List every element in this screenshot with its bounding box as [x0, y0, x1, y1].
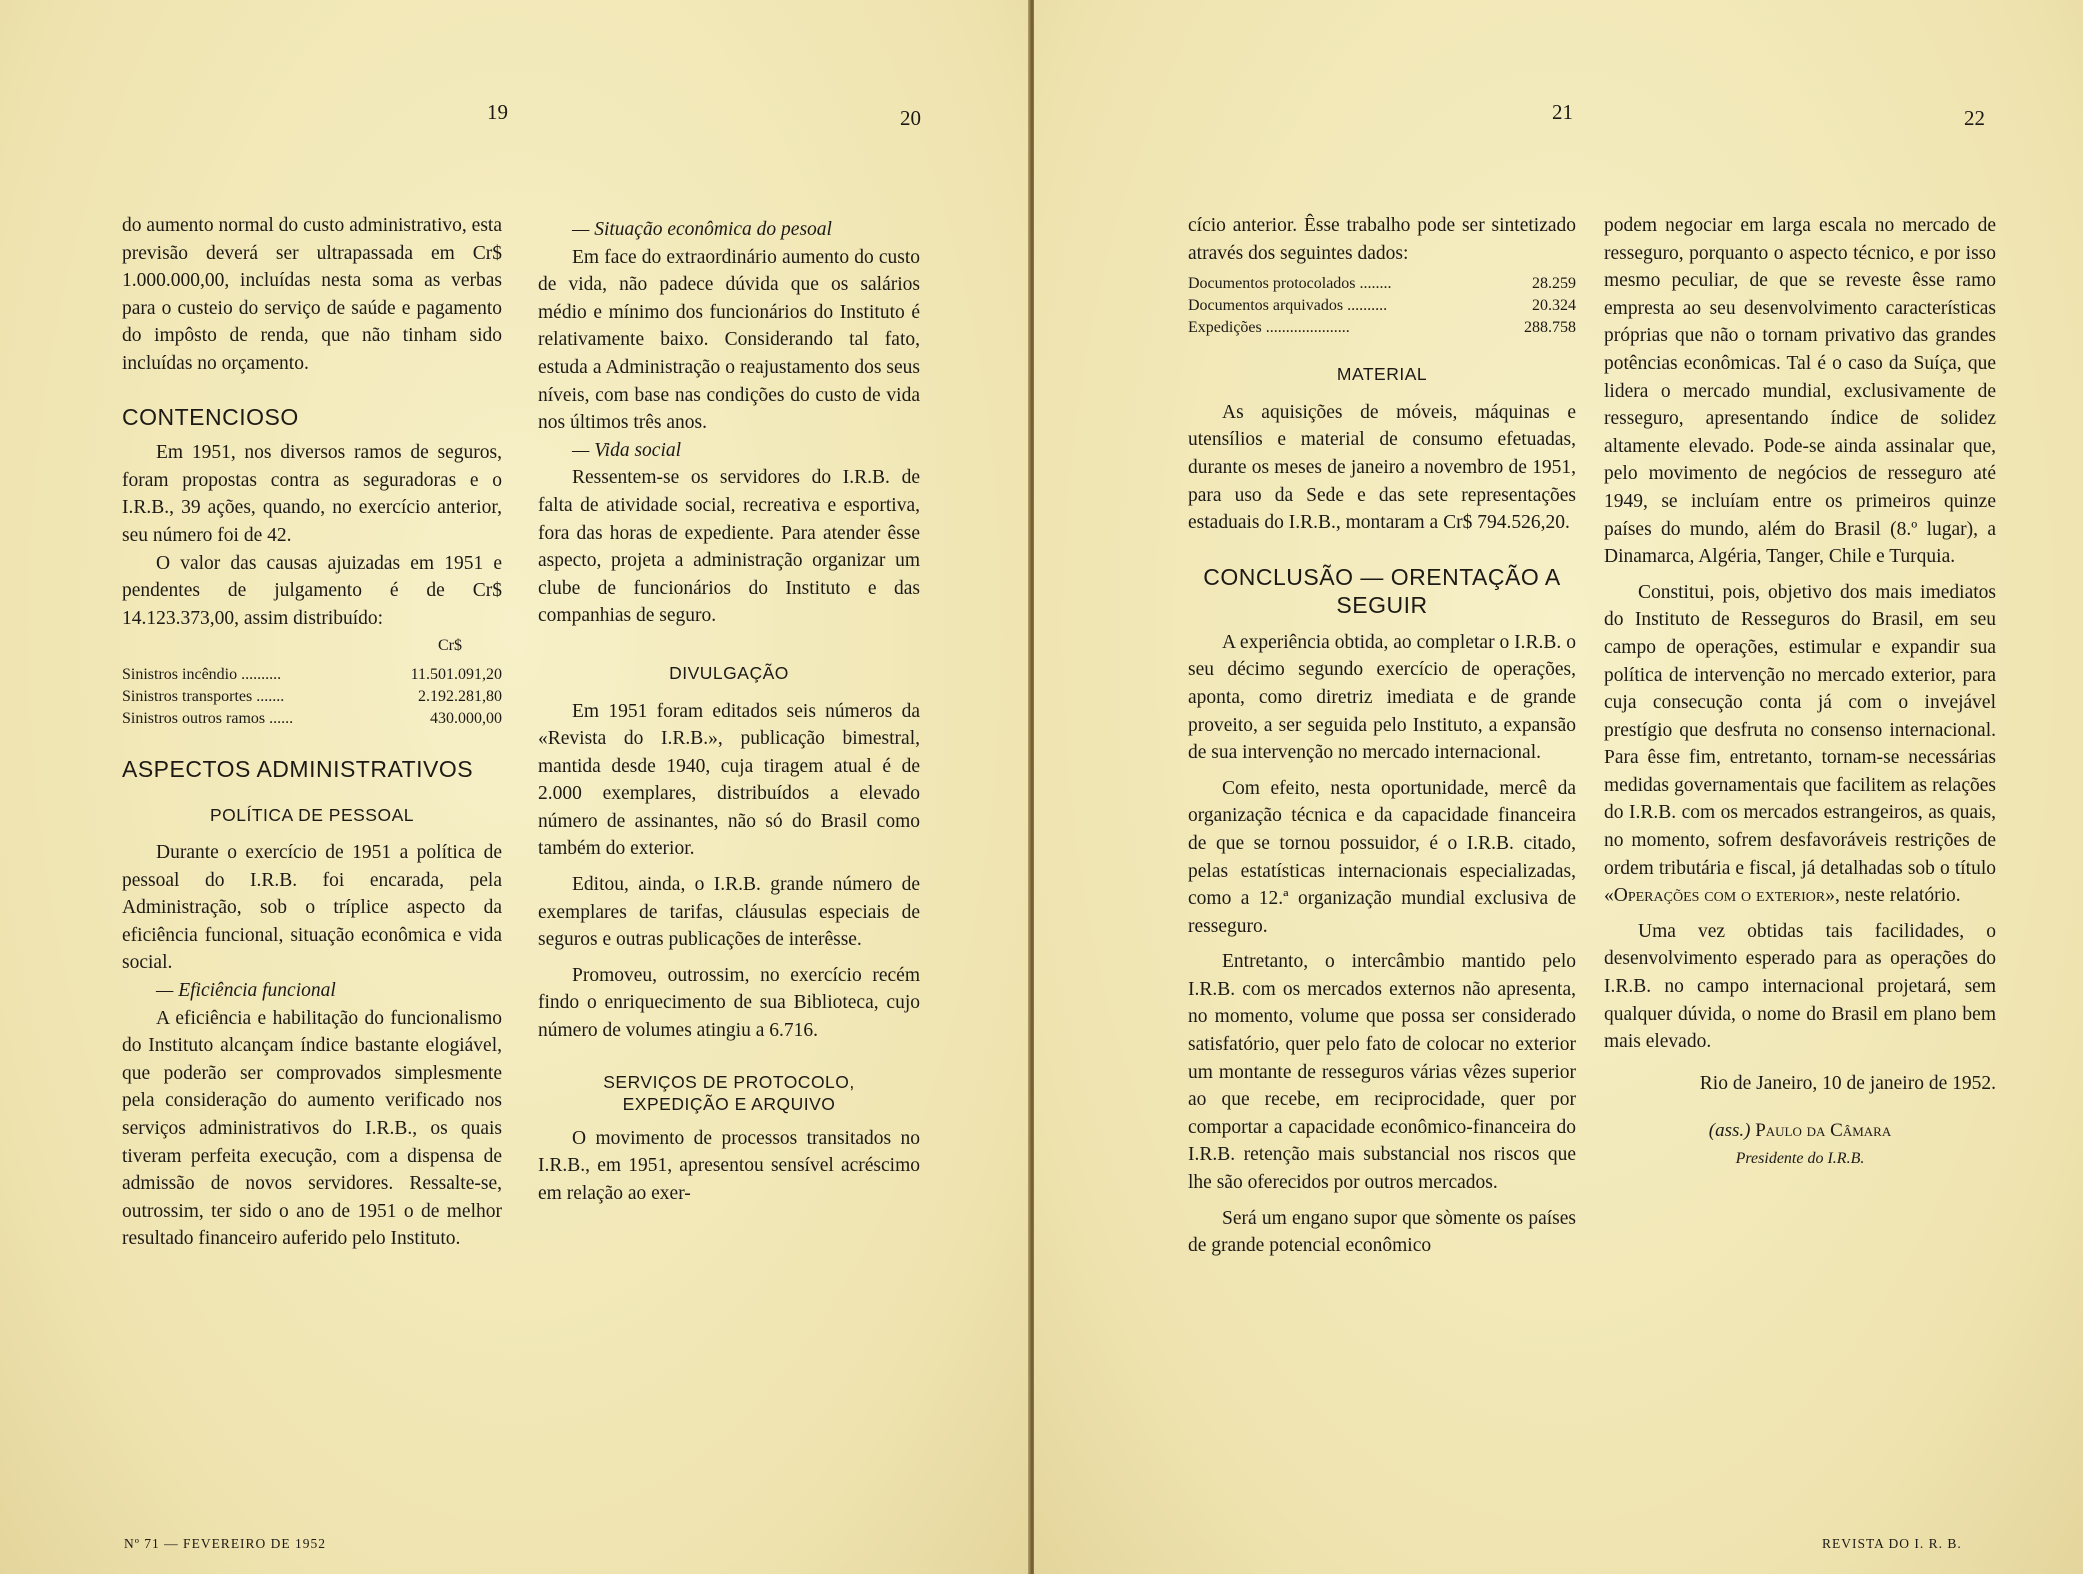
table-value: 288.758 — [1524, 319, 1576, 337]
italic-heading-eficiencia: — Eficiência funcional — [156, 980, 336, 1002]
paragraph: Promoveu, outrossim, no exercício recém findo o enriquecimento de sua Biblioteca, cujo número de volumes atingiu a 6.716. — [538, 964, 920, 1042]
table-label: Sinistros transportes ....... — [122, 687, 285, 705]
subsection-heading-divulgacao: DIVULGAÇÃO — [669, 662, 789, 683]
subsection-heading-servicos: SERVIÇOS DE PROTOCOLO, EXPEDIÇÃO E ARQUIVO — [603, 1071, 855, 1114]
paragraph: A eficiência e habilitação do funcionalismo do Instituto alcançam índice bastante elogiável, que poderão ser comprovados simplesmente pela consideração do aumento verificado nos serviços administrativos do I.R.B., os quais tiveram perfeita execução, com a dispensa de admissão de novos servidores. Ressalte-se, outrossim, ter sido o ano de 1951 o de melhor resultado financeiro auferido pelo Instituto. — [122, 1007, 502, 1250]
paragraph: cício anterior. Êsse trabalho pode ser sintetizado através dos seguintes dados: — [1188, 215, 1576, 264]
small-caps-title: Operações com o exterior — [1613, 885, 1826, 907]
table-label: Expedições ..................... — [1188, 319, 1350, 337]
table-value: 20.324 — [1532, 297, 1576, 315]
paragraph: Com efeito, nesta oportunidade, mercê da organização técnica e da capacidade financeira de que se tornou possuidor, é o I.R.B. citado, pelas estatísticas internacionais especializadas, como a 12.ª organização mundial exclusiva de resseguro. — [1188, 777, 1576, 937]
table-label: Sinistros incêndio .......... — [122, 665, 282, 683]
paragraph: A experiência obtida, ao completar o I.R.B. o seu décimo segundo exercício de operações, aponta, como diretriz imediata e de grande proveito, a ser seguida pelo Instituto, a expansão de sua intervenção no mercado internacional. — [1188, 631, 1576, 764]
footer-journal: REVISTA DO I. R. B. — [1822, 1536, 1962, 1551]
text-run: Constitui, pois, objetivo dos mais imediatos do Instituto de Resseguros do Brasil, em seu campo de operações, estimular e expandir sua política de intervenção no mercado exterior, para cuja consecução conta já com o invejável prestígio que desfruta no consenso internacional. Para êsse fim, entretanto, tornam-se necessárias medidas governamentais que facilitem as relações do I.R.B. com os mercados estrangeiros, as quais, no momento, sofrem desfavoráveis restrições de ordem tributária e fiscal, já detalhadas sob o título « — [1604, 581, 1996, 907]
table-value: 430.000,00 — [430, 709, 502, 727]
table-row — [122, 686, 502, 708]
paragraph: Editou, ainda, o I.R.B. grande número de exemplares de tarifas, cláusulas especiais de seguros e outras publicações de interêsse. — [538, 874, 920, 951]
paragraph: Durante o exercício de 1951 a política de pessoal do I.R.B. foi encarada, pela Administração, sob o tríplice aspecto da eficiência funcional, situação econômica e vida social. — [122, 842, 502, 974]
paragraph: O valor das causas ajuizadas em 1951 e pendentes de julgamento é de Cr$ 14.123.373,00, assim distribuído: — [122, 552, 502, 629]
table-row — [1188, 295, 1576, 317]
table-row — [1188, 273, 1576, 295]
table-value: 11.501.091,20 — [410, 665, 502, 683]
signature-prefix: (ass.) — [1708, 1120, 1751, 1142]
column-page-20 — [538, 212, 920, 1207]
table-label: Documentos arquivados .......... — [1188, 297, 1388, 315]
paragraph: Uma vez obtidas tais facilidades, o desenvolvimento esperado para as operações do I.R.B. no campo internacional projetará, sem qualquer dúvida, o nome do Brasil em plano bem mais elevado. — [1604, 920, 1996, 1053]
footer-issue: Nº 71 — FEVEREIRO DE 1952 — [124, 1536, 327, 1551]
italic-heading-situacao: — Situação econômica do pesoal — [572, 219, 832, 240]
paragraph: As aquisições de móveis, máquinas e utensílios e material de consumo efetuadas, durante os meses de janeiro a novembro de 1951, para uso da Sede e das sete representações estaduais do I.R.B., montaram a Cr$ 794.526,20. — [1188, 401, 1576, 534]
page-number-20: 20 — [900, 106, 921, 130]
paragraph: Ressentem-se os servidores do I.R.B. de falta de atividade social, recreativa e esportiva, fora das horas de expediente. Para atender êsse aspecto, projeta a administração organizar um clube de funcionários do Instituto e das companhias de seguro. — [538, 467, 920, 627]
paragraph — [1604, 579, 1996, 910]
table-label: Sinistros outros ramos ...... — [122, 709, 294, 727]
protocol-table — [1188, 273, 1576, 339]
paragraph: Será um engano supor que sòmente os países de grande potencial econômico — [1188, 1207, 1576, 1257]
table-label: Documentos protocolados ........ — [1188, 275, 1392, 293]
date-line: Rio de Janeiro, 10 de janeiro de 1952. — [1699, 1072, 1996, 1094]
text-run: », neste relatório. — [1825, 885, 1961, 907]
column-page-19 — [122, 212, 502, 1253]
column-page-21 — [1188, 212, 1576, 1260]
claims-table — [122, 664, 502, 730]
column-page-22 — [1604, 212, 1996, 1173]
subsection-heading-politica: POLÍTICA DE PESSOAL — [209, 804, 415, 825]
paragraph: O movimento de processos transitados no I.R.B., em 1951, apresentou sensível acréscimo em relação ao exer- — [538, 1127, 920, 1204]
signature-block — [1604, 1117, 1996, 1172]
table-value: 2.192.281,80 — [418, 687, 502, 705]
paragraph: podem negociar em larga escala no mercado de resseguro, porquanto o aspecto técnico, e por isso mesmo peculiar, de que se reveste êsse ramo empresta ao seu desenvolvimento características próprias que não o tornam privativo das grandes potências econômicas. Tal é o caso da Suíça, que lidera o mercado mundial, exclusivamente de resseguro, apresentando índice de solidez altamente elevado. Pode-se ainda assinalar que, pelo movimento de negócios de resseguro até 1949, se incluíam entre os primeiros quinze países do mundo, além do Brasil (8.º lugar), a Dinamarca, Algéria, Tanger, Chile e Turquia. — [1604, 215, 1996, 568]
paragraph: Em 1951, nos diversos ramos de seguros, foram propostas contra as seguradoras e o I.R.B., 39 ações, quando, no exercício anterior, seu número foi de 42. — [122, 442, 502, 546]
table-row — [122, 708, 502, 730]
section-heading-conclusao: CONCLUSÃO — ORENTAÇÃO A SEGUIR — [1203, 563, 1561, 618]
signature-name: Paulo da Câmara — [1755, 1120, 1892, 1142]
signature-role: Presidente do I.R.B. — [1735, 1150, 1865, 1167]
signature-line — [1604, 1117, 1996, 1145]
table-value: 28.259 — [1532, 275, 1576, 293]
paragraph: do aumento normal do custo administrativo, esta previsão deverá ser ultrapassada em Cr$ 1.000.000,00, incluídas nesta soma as verbas para o custeio do serviço de saúde e pagamento do impôsto de renda, que não tinham sido incluídas no orçamento. — [122, 215, 502, 374]
page-number-21: 21 — [1552, 100, 1573, 124]
italic-heading-vida-social: — Vida social — [572, 439, 682, 461]
table-row — [122, 664, 502, 686]
page-number-19: 19 — [487, 100, 508, 124]
paragraph: Entretanto, o intercâmbio mantido pelo I.R.B. com os mercados externos não apresenta, no momento, volume que possa ser considerado satisfatório, quer pelo fato de colocar no exterior um montante de resseguros várias vêzes superior ao que recebe, em reciprocidade, quer por comportar a capacidade econômico-financeira do I.R.B. retenção mais substancial nos riscos que lhe são oferecidos por outros mercados. — [1188, 951, 1576, 1194]
subsection-heading-material: MATERIAL — [1336, 364, 1428, 385]
paragraph: Em 1951 foram editados seis números da «Revista do I.R.B.», publicação bimestral, mantida desde 1940, cuja tiragem atual é de 2.000 exemplares, distribuídos a elevado número de assinantes, não só do Brasil como também do exterior. — [538, 700, 920, 860]
page-number-22: 22 — [1964, 106, 1985, 130]
section-heading-contencioso: CONTENCIOSO — [122, 403, 299, 430]
paragraph: Em face do extraordinário aumento do custo de vida, não padece dúvida que os salários médio e mínimo dos funcionários do Instituto é relativamente baixo. Considerando tal fato, estuda a Administração o reajustamento dos seus níveis, com base nas condições do custo de vida nos últimos três anos. — [538, 246, 920, 434]
section-heading-aspectos: ASPECTOS ADMINISTRATIVOS — [122, 755, 474, 782]
table-currency-header: Cr$ — [438, 637, 462, 655]
table-row — [1188, 317, 1576, 339]
